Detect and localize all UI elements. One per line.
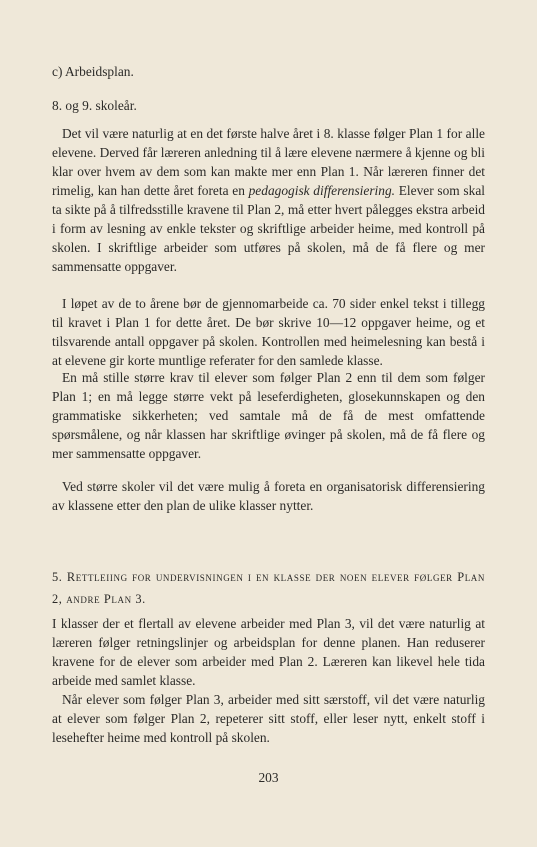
section-5-heading [52, 566, 485, 610]
paragraph-4 [52, 477, 485, 515]
paragraph-2-text: I løpet av de to årene bør de gjennomarbeide ca. 70 sider enkel tekst i tillegg til kravet i Plan 1 for dette året. De bør skrive 10—12 oppgaver heime, og et tilsvarende antall oppgaver på skolen. Kontrollen med heimelesning kan bestå i at elevene gir korte muntlige referater for den samlede klasse. [52, 296, 485, 368]
heading-c-block [52, 62, 485, 81]
section-5-title: 5. Rettleiing for undervisningen i en klasse der noen elever følger Plan 2, andre Plan 3. [52, 570, 485, 606]
paragraph-6 [52, 690, 485, 747]
grade-line-block [52, 96, 485, 115]
paragraph-1-rest: Elever som skal ta sikte på å tilfredsstille kravene til Plan 2, må etter hvert pålegges ekstra arbeid i form av lesning av enkle tekster og skriftlige arbeider heime, med kontroll på skolen. I skriftlige arbeider som utføres på skolen, må de få flere og mer sammensatte oppgaver. [52, 183, 485, 274]
heading-arbeidsplan: c) Arbeidsplan. [52, 64, 134, 79]
paragraph-5 [52, 614, 485, 690]
page-number: 203 [258, 770, 279, 785]
paragraph-1-italic: pedagogisk differensiering. [248, 183, 396, 198]
paragraph-3 [52, 368, 485, 463]
paragraph-5-text: I klasser der et flertall av elevene arbeider med Plan 3, vil det være naturlig at læreren følger retningslinjer og arbeidsplan for denne planen. Han reduserer kravene for de elever som arbeider med Plan 2. Læreren kan likevel hele tida arbeide med samlet klasse. [52, 616, 485, 688]
paragraph-1-text: Det vil være naturlig at en det første halve året i 8. klasse følger Plan 1 for alle elevene. Derved får læreren anledning til å lære elevene nærmere å kjenne og bli klar over hvem av dem som kan makte mer enn Plan 1. Når læreren finner det rimelig, kan han dette året foreta en [52, 126, 485, 198]
paragraph-6-text: Når elever som følger Plan 3, arbeider med sitt særstoff, vil det være naturlig at elever som følger Plan 2, repeterer sitt stoff, eller leser nytt, enkelt stoff i lesehefter heime med kontroll på skolen. [52, 692, 485, 745]
paragraph-2 [52, 294, 485, 370]
paragraph-4-text: Ved større skoler vil det være mulig å foreta en organisatorisk differensiering av klassene etter den plan de ulike klasser nytter. [52, 479, 485, 513]
grade-label: 8. og 9. skoleår. [52, 98, 137, 113]
paragraph-3-text: En må stille større krav til elever som følger Plan 2 enn til dem som følger Plan 1; en må legge større vekt på leseferdigheten, glosekunnskapen og den grammatiske sikkerheten; ved samtale må de få de mest omfattende spørsmålene, og når klassen har skriftlige øvinger på skolen, må de få flere og mer sammensatte oppgaver. [52, 370, 485, 461]
paragraph-1 [52, 124, 485, 276]
